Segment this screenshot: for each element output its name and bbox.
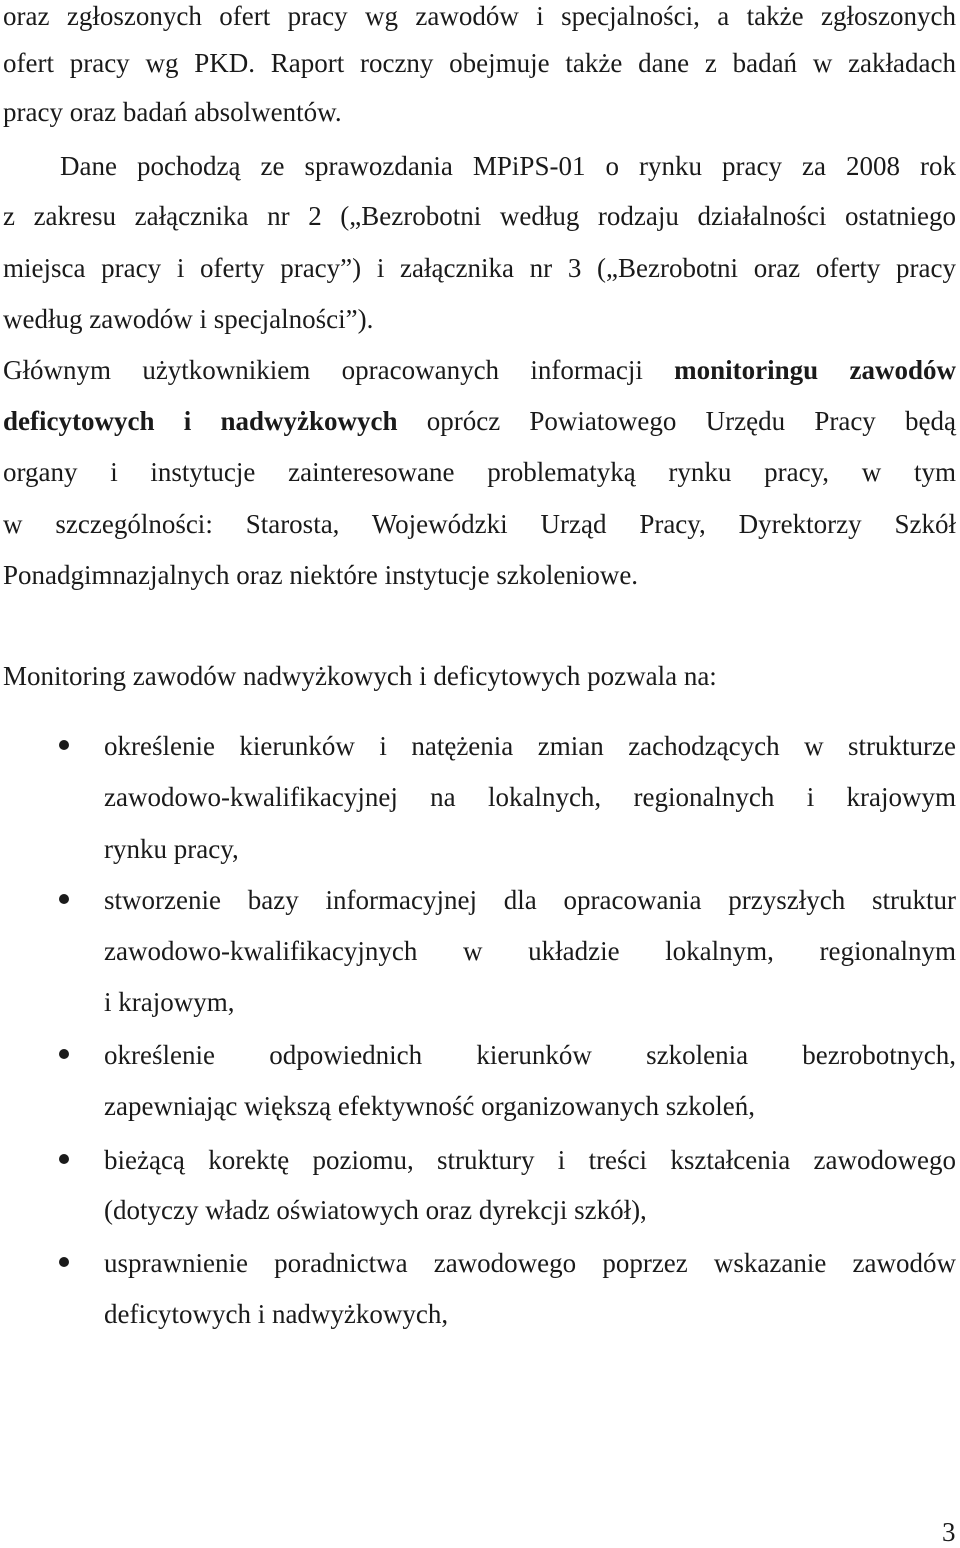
intro-line-1: oraz zgłoszonych ofert pracy wg zawodów i specjalności, a także zgłoszonych xyxy=(3,1,956,31)
list-item-1-line-2: zawodowo-kwalifikacyjnej na lokalnych, regionalnych i krajowym xyxy=(104,782,956,812)
source-line-4: według zawodów i specjalności”). xyxy=(3,304,374,334)
bullet-icon xyxy=(59,1049,69,1059)
list-item-1-line-3: rynku pracy, xyxy=(104,834,239,864)
source-line-1: Dane pochodzą ze sprawozdania MPiPS-01 o rynku pracy za 2008 rok xyxy=(60,151,956,181)
bullet-icon xyxy=(59,740,69,750)
list-item-2-line-1: stworzenie bazy informacyjnej dla opracowania przyszłych struktur xyxy=(104,885,956,915)
bullet-icon xyxy=(59,1257,69,1267)
list-item-3-line-2: zapewniając większą efektywność organizowanych szkoleń, xyxy=(104,1091,755,1121)
intro-line-2: ofert pracy wg PKD. Raport roczny obejmuje także dane z badań w zakładach xyxy=(3,48,956,78)
list-item-5-line-2: deficytowych i nadwyżkowych, xyxy=(104,1299,449,1329)
intro-line-3: pracy oraz badań absolwentów. xyxy=(3,97,342,127)
page-number: 3 xyxy=(942,1517,956,1547)
bold-phrase: deficytowych i nadwyżkowych xyxy=(3,406,398,436)
list-item-3-line-1: określenie odpowiednich kierunków szkolenia bezrobotnych, xyxy=(104,1040,956,1070)
source-line-3: miejsca pracy i oferty pracy”) i załącznika nr 3 („Bezrobotni oraz oferty pracy xyxy=(3,253,956,283)
users-line-1: Głównym użytkownikiem opracowanych informacji monitoringu zawodów xyxy=(3,355,956,385)
users-line-3: organy i instytucje zainteresowane problematyką rynku pracy, w tym xyxy=(3,457,956,487)
list-item-4-line-2: (dotyczy władz oświatowych oraz dyrekcji szkół), xyxy=(104,1195,647,1225)
list-item-2-line-3: i krajowym, xyxy=(104,987,235,1017)
list-heading: Monitoring zawodów nadwyżkowych i deficytowych pozwala na: xyxy=(3,661,717,691)
users-line-4: w szczególności: Starosta, Wojewódzki Urząd Pracy, Dyrektorzy Szkół xyxy=(3,509,956,539)
source-line-2: z zakresu załącznika nr 2 („Bezrobotni według rodzaju działalności ostatniego xyxy=(3,201,956,231)
bullet-icon xyxy=(59,1154,69,1164)
bullet-icon xyxy=(59,894,69,904)
bold-phrase: monitoringu zawodów xyxy=(674,355,956,385)
users-line-2: deficytowych i nadwyżkowych oprócz Powiatowego Urzędu Pracy będą xyxy=(3,406,957,436)
list-item-2-line-2: zawodowo-kwalifikacyjnych w układzie lokalnym, regionalnym xyxy=(104,936,956,966)
list-item-1-line-1: określenie kierunków i natężenia zmian zachodzących w strukturze xyxy=(104,731,956,761)
users-line-5: Ponadgimnazjalnych oraz niektóre instytucje szkoleniowe. xyxy=(3,560,639,590)
list-item-5-line-1: usprawnienie poradnictwa zawodowego poprzez wskazanie zawodów xyxy=(104,1248,956,1278)
list-item-4-line-1: bieżącą korektę poziomu, struktury i treści kształcenia zawodowego xyxy=(104,1145,956,1175)
